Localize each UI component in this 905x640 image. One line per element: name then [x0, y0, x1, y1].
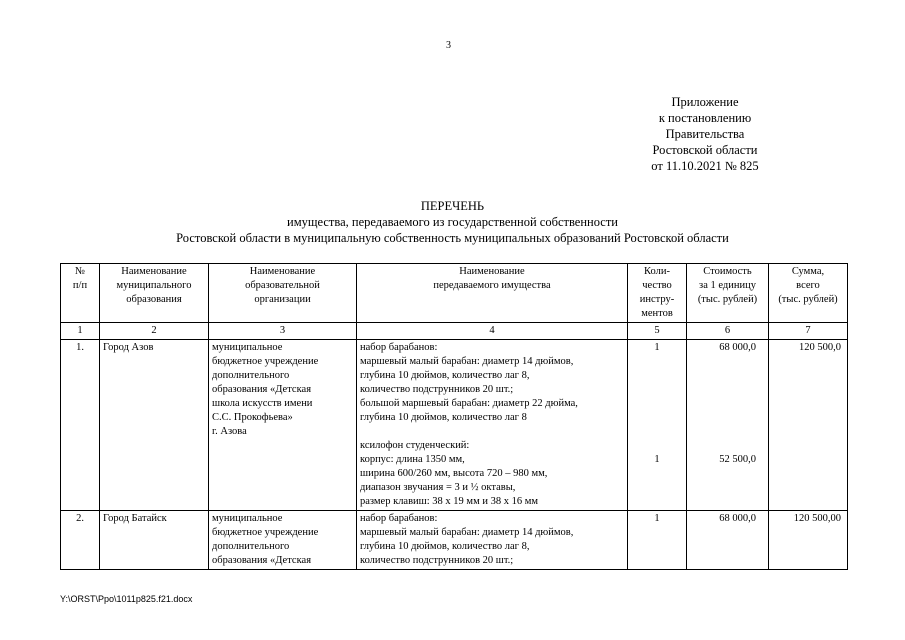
title-line: ПЕРЕЧЕНЬ [420, 199, 485, 213]
row-number: 1. [61, 340, 100, 511]
title-line: Ростовской области в муниципальную собственность муниципальных образований Ростовской области [176, 231, 729, 245]
index-cell: 3 [209, 323, 357, 340]
property-cell: набор барабанов: маршевый малый барабан: диаметр 14 дюймов, глубина 10 дюймов, количество лаг 8, количество подструнников 20 шт.; [357, 511, 628, 570]
index-cell: 6 [687, 323, 769, 340]
property-cell: набор барабанов: маршевый малый барабан: диаметр 14 дюймов, глубина 10 дюймов, количество лаг 8, количество подструнников 20 шт.; большой маршевый барабан: диаметр 22 дюйма, глубина 10 дюймов, количество лаг 8 ксилофон студенческий: корпус: длина 1350 мм, ширина 600/260 мм, высота 720 – 980 мм, диапазон звучания = 3 и ½ октавы, размер клавиш: 38 х 19 мм и 38 х 16 мм [357, 340, 628, 511]
header-cell-organization: Наименование образовательной организации [209, 264, 357, 323]
organization-cell: муниципальное бюджетное учреждение дополнительного образования «Детская школа искусств имени С.С. Прокофьева» г. Азова [209, 340, 357, 511]
unit-cost-cell: 68 000,0 52 500,0 [687, 340, 769, 511]
index-row [61, 323, 848, 340]
total-cell: 120 500,0 [769, 340, 848, 511]
header-cell-quantity: Коли- чество инстру- ментов [628, 264, 687, 323]
municipality-cell: Город Азов [100, 340, 209, 511]
page-number: 3 [446, 40, 451, 51]
appendix-line: к постановлению [658, 111, 752, 125]
document-title [60, 198, 845, 246]
file-path-footer: Y:\ORST\Ppo\1011p825.f21.docx [60, 594, 193, 604]
table-row [61, 511, 848, 570]
header-cell-num: № п/п [61, 264, 100, 323]
header-cell-unit-cost: Стоимость за 1 единицу (тыс. рублей) [687, 264, 769, 323]
index-cell: 4 [357, 323, 628, 340]
appendix-line: от 11.10.2021 № 825 [651, 159, 759, 173]
total-cell: 120 500,00 [769, 511, 848, 570]
index-cell: 1 [61, 323, 100, 340]
header-cell-municipality: Наименование муниципального образования [100, 264, 209, 323]
header-cell-total: Сумма, всего (тыс. рублей) [769, 264, 848, 323]
header-cell-property: Наименование передаваемого имущества [357, 264, 628, 323]
index-cell: 5 [628, 323, 687, 340]
index-cell: 2 [100, 323, 209, 340]
municipality-cell: Город Батайск [100, 511, 209, 570]
quantity-cell: 1 1 [628, 340, 687, 511]
appendix-line: Приложение [671, 95, 739, 109]
header-row [61, 264, 848, 323]
title-line: имущества, передаваемого из государственной собственности [287, 215, 618, 229]
table-row [61, 340, 848, 511]
appendix-line: Ростовской области [652, 143, 758, 157]
appendix-line: Правительства [665, 127, 745, 141]
index-cell: 7 [769, 323, 848, 340]
appendix-block [605, 94, 805, 174]
row-number: 2. [61, 511, 100, 570]
property-table [60, 263, 848, 570]
organization-cell: муниципальное бюджетное учреждение дополнительного образования «Детская [209, 511, 357, 570]
unit-cost-cell: 68 000,0 [687, 511, 769, 570]
quantity-cell: 1 [628, 511, 687, 570]
